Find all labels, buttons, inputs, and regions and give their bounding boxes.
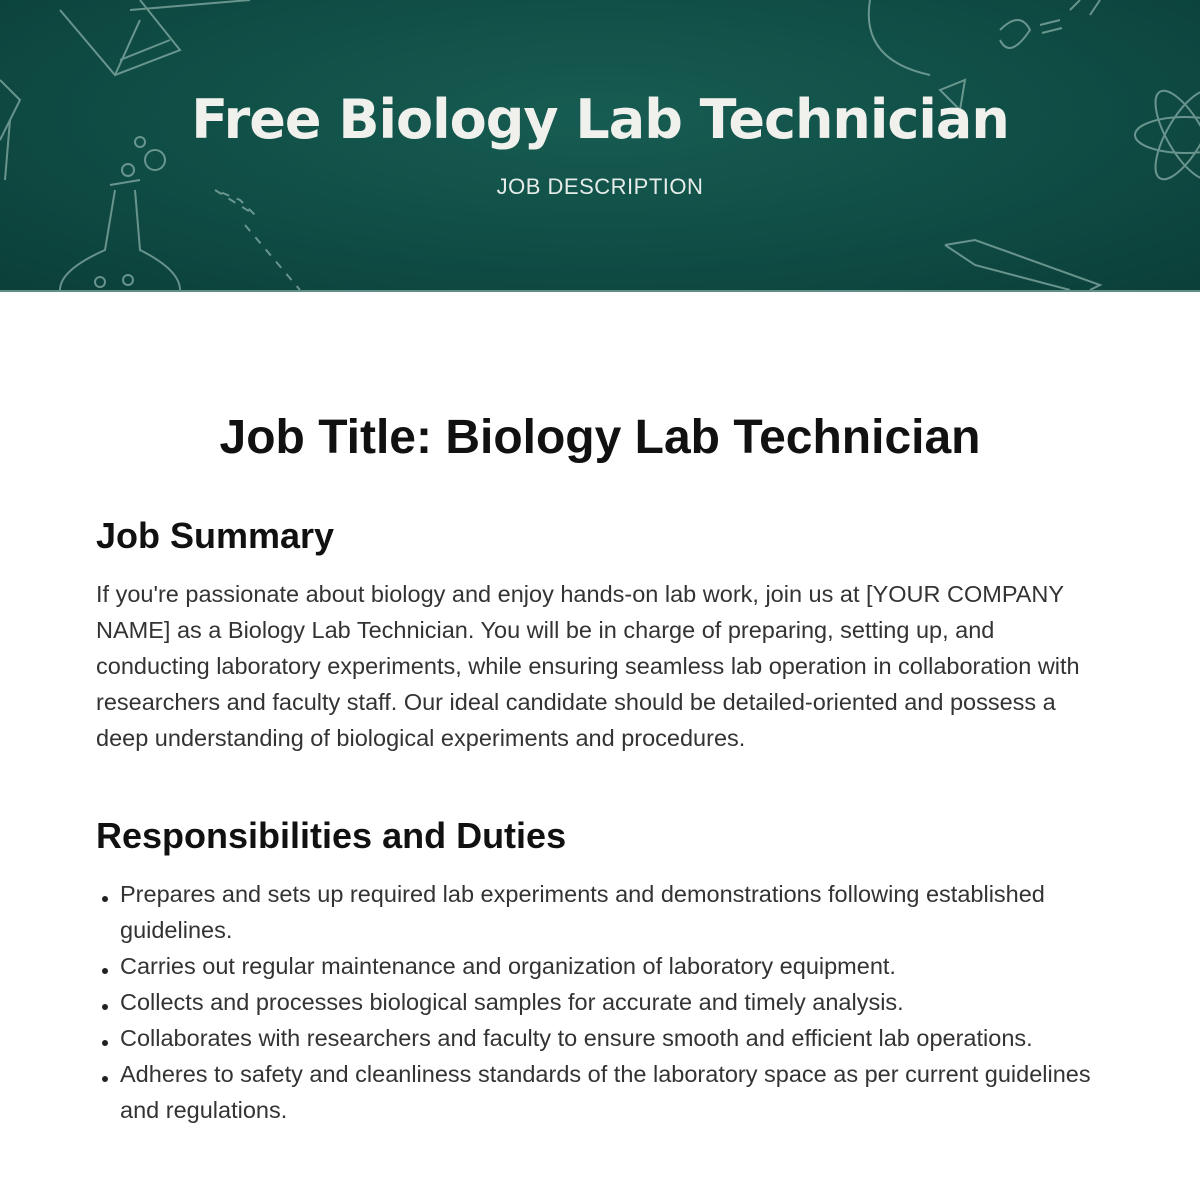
- responsibilities-list: [96, 876, 1106, 1128]
- banner-title: Free Biology Lab Technician: [191, 88, 1009, 151]
- list-item: [96, 948, 1106, 984]
- bullet-icon: [102, 1040, 108, 1046]
- flask-icon: [60, 137, 180, 290]
- bullet-icon: [102, 1076, 108, 1082]
- responsibilities-heading: Responsibilities and Duties: [96, 815, 567, 856]
- paper-plane-icon: [215, 190, 300, 290]
- bullet-icon: [102, 968, 108, 974]
- bullet-icon: [102, 896, 108, 902]
- list-item: [96, 984, 1106, 1020]
- banner-subtitle: JOB DESCRIPTION: [496, 174, 704, 199]
- formula-doodle: [1000, 0, 1100, 48]
- list-item-text: Carries out regular maintenance and organization of laboratory equipment.: [120, 953, 896, 979]
- list-item: [96, 1020, 1106, 1056]
- header-banner: [0, 0, 1200, 292]
- pencil-icon: [945, 240, 1100, 290]
- list-item-text: Prepares and sets up required lab experiments and demonstrations following established guidelines.: [120, 881, 1045, 943]
- job-summary-text: If you're passionate about biology and enjoy hands-on lab work, join us at [YOUR COMPANY NAME] as a Biology Lab Technician. You will be in charge of preparing, setting up, and conducting laboratory experiments, while ensuring seamless lab operation in collaboration with researchers and faculty staff. Our ideal candidate should be detailed-oriented and possess a deep understanding of biological experiments and procedures.: [96, 581, 1080, 751]
- list-item-text: Adheres to safety and cleanliness standards of the laboratory space as per current guidelines and regulations.: [120, 1061, 1091, 1123]
- list-item-text: Collects and processes biological samples for accurate and timely analysis.: [120, 989, 904, 1015]
- book-icon: [60, 0, 250, 75]
- list-item: [96, 876, 1106, 948]
- document-body: [96, 290, 1106, 1128]
- bullet-icon: [102, 1004, 108, 1010]
- list-item: [96, 1056, 1106, 1128]
- job-title: Job Title: Biology Lab Technician: [219, 411, 981, 464]
- list-item-text: Collaborates with researchers and faculty to ensure smooth and efficient lab operations.: [120, 1025, 1033, 1051]
- job-summary-heading: Job Summary: [96, 515, 335, 556]
